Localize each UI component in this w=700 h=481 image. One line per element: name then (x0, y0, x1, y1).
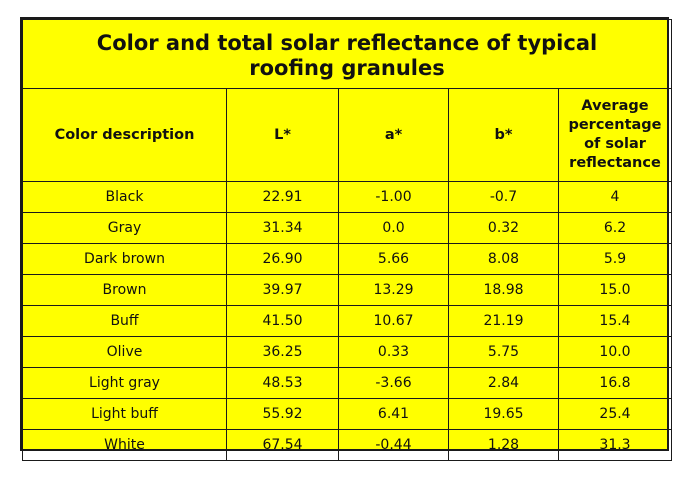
table-title-line-2: roofing granules (249, 56, 445, 80)
cell-a-star: 0.33 (339, 337, 449, 368)
cell-b-star: 5.75 (449, 337, 559, 368)
cell-l-star: 55.92 (227, 399, 339, 430)
cell-reflectance: 15.0 (559, 275, 672, 306)
cell-reflectance: 16.8 (559, 368, 672, 399)
cell-l-star: 26.90 (227, 244, 339, 275)
table-row (23, 399, 672, 430)
cell-b-star: 2.84 (449, 368, 559, 399)
header-solar-reflectance-line-2: percentage (568, 117, 662, 133)
cell-a-star: -0.44 (339, 430, 449, 461)
cell-color: Gray (23, 213, 227, 244)
cell-color: Brown (23, 275, 227, 306)
cell-color: Dark brown (23, 244, 227, 275)
header-a-star-text: a* (384, 126, 403, 143)
table-row (23, 368, 672, 399)
cell-color: Light gray (23, 368, 227, 399)
cell-b-star: -0.7 (449, 182, 559, 213)
cell-b-star: 21.19 (449, 306, 559, 337)
table-title (23, 20, 672, 89)
header-solar-reflectance-line-4: reflectance (569, 155, 661, 171)
cell-l-star: 67.54 (227, 430, 339, 461)
cell-a-star: -1.00 (339, 182, 449, 213)
header-a-star (339, 89, 449, 182)
cell-a-star: 10.67 (339, 306, 449, 337)
table-title-line-1: Color and total solar reflectance of typical (96, 31, 598, 55)
cell-a-star: 13.29 (339, 275, 449, 306)
header-solar-reflectance-line-3: of solar (584, 136, 646, 152)
cell-a-star: 6.41 (339, 399, 449, 430)
cell-l-star: 36.25 (227, 337, 339, 368)
cell-l-star: 31.34 (227, 213, 339, 244)
cell-color: Buff (23, 306, 227, 337)
cell-l-star: 48.53 (227, 368, 339, 399)
cell-b-star: 0.32 (449, 213, 559, 244)
cell-reflectance: 15.4 (559, 306, 672, 337)
header-b-star-text: b* (494, 126, 513, 143)
header-color-description-text: Color description (54, 126, 195, 143)
cell-l-star: 41.50 (227, 306, 339, 337)
cell-a-star: 5.66 (339, 244, 449, 275)
table-row (23, 306, 672, 337)
cell-color: Light buff (23, 399, 227, 430)
cell-reflectance: 25.4 (559, 399, 672, 430)
reflectance-table (22, 19, 672, 461)
header-row (23, 89, 672, 182)
cell-reflectance: 4 (559, 182, 672, 213)
cell-b-star: 8.08 (449, 244, 559, 275)
header-l-star (227, 89, 339, 182)
cell-b-star: 1.28 (449, 430, 559, 461)
reflectance-table-panel (20, 17, 669, 451)
table-row (23, 182, 672, 213)
cell-reflectance: 5.9 (559, 244, 672, 275)
table-row (23, 337, 672, 368)
cell-b-star: 19.65 (449, 399, 559, 430)
cell-reflectance: 10.0 (559, 337, 672, 368)
header-b-star (449, 89, 559, 182)
table-row (23, 244, 672, 275)
header-l-star-text: L* (274, 126, 291, 143)
header-solar-reflectance-line-1: Average (581, 98, 649, 114)
cell-reflectance: 6.2 (559, 213, 672, 244)
cell-l-star: 22.91 (227, 182, 339, 213)
cell-a-star: -3.66 (339, 368, 449, 399)
header-solar-reflectance (559, 89, 672, 182)
cell-reflectance: 31.3 (559, 430, 672, 461)
table-row (23, 430, 672, 461)
table-row (23, 275, 672, 306)
cell-color: Olive (23, 337, 227, 368)
header-color-description (23, 89, 227, 182)
cell-a-star: 0.0 (339, 213, 449, 244)
title-row (23, 20, 672, 89)
cell-color: Black (23, 182, 227, 213)
cell-l-star: 39.97 (227, 275, 339, 306)
table-row (23, 213, 672, 244)
cell-color: White (23, 430, 227, 461)
cell-b-star: 18.98 (449, 275, 559, 306)
